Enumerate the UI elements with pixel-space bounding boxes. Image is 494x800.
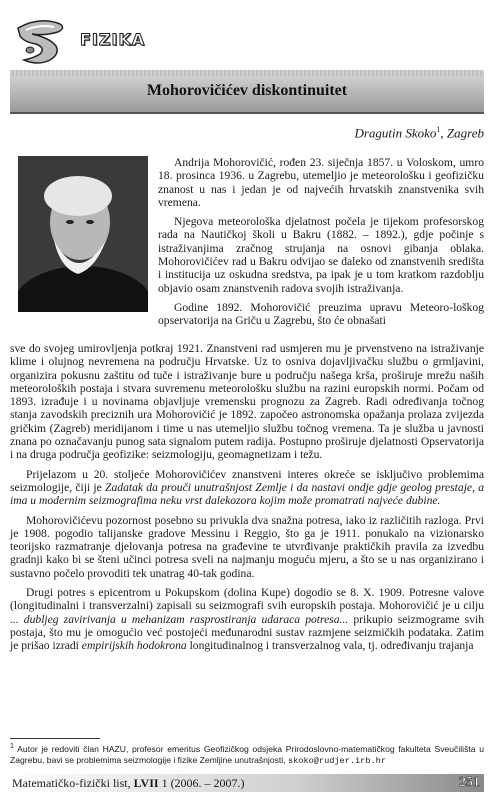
- journal-name: Matematičko-fizički list,: [12, 776, 134, 790]
- italic-quote: Zadatak da prouči unutrašnjost Zemlje i da nastavi ondje gdje geolog prestaje, a ima u modernim seizmografima neku vrst dalekozora kojim može promatrati najveće dubine.: [10, 480, 485, 508]
- section-label: FIZIKA: [80, 30, 146, 49]
- text-span: Drugi potres s epicentrom u Pokupskom (dolina Kupe) dogodio se 8. X. 1909. Potresne valove (longitudinalni i transverzalni) zapisali su seizmografi svih europskih postaja. Mohorovičić je u cilju: [10, 586, 484, 613]
- intro-text: [158, 156, 484, 328]
- text-span: longitudinalnog i transverzalnog vala, tj. određivanju trajanja: [186, 639, 474, 653]
- italic-term: empirijskih hodokrona: [81, 639, 187, 653]
- footnote: [10, 741, 484, 767]
- portrait-image: [18, 156, 148, 312]
- body-text: [10, 342, 484, 659]
- paragraph: Njegova meteorološka djelatnost počela je tijekom profesorskog rada na Nautičkoj školi u Bakru (1882. – 1892.), gdje počinje s istraživanjima zračnog strujanja na osnovi gibanja oblaka. Mohorovičićev rad u Bakru odvijao se daleko od znanstvenih središta i institucija uz oskudna sredstva, pa ipak je u tom kratkom razdoblju objavio osam znanstvenih radova svojih istraživanja.: [158, 215, 484, 295]
- author-line: [354, 125, 484, 141]
- paragraph: [10, 468, 484, 508]
- journal-volume: LVII: [133, 776, 159, 790]
- page-footer: [10, 774, 484, 792]
- paragraph: Andrija Mohorovičić, rođen 23. siječnja 1857. u Voloskom, umro 18. prosinca 1936. u Zagrebu, utemeljio je meteorološku i geofizičku znanost u nas i jedan je od najvećih hrvatskih znanstvenika svih vremena.: [158, 156, 484, 209]
- article-title: Mohorovičićev diskontinuitet: [146, 82, 348, 99]
- text-span: Prijelazom u 20. stoljeće Mohorovičićev znanstveni interes okreće se isključivo problemima seizmologije, čiji je: [10, 467, 484, 494]
- footnote-number: 1: [10, 742, 14, 750]
- author-affiliation: , Zagreb: [440, 125, 484, 141]
- author-footnote-ref: 1: [436, 125, 441, 134]
- italic-quote: ... dubljeg zavirivanja u mehanizam rasprostiranja udaraca potresa...: [10, 612, 349, 626]
- title-band: [10, 70, 484, 114]
- author-name: Dragutin Skoko: [354, 125, 437, 141]
- paragraph: Mohorovičićevu pozornost posebno su privukla dva snažna potresa, iako iz različitih razloga. Prvi je 1908. pogodio talijanske gradove Messinu i Reggio, što ga je 1911. ponukalo na vizionarsko teorijsko razmatranje djelovanja potresa na građevine te utvrđivanje praktičkih pravila za izvedbu gradnji kako bi se šteni učinci potresa sveli na najmanju moguću mjeru, a što se u nas organizirano i sustavno počelo provoditi tek unatrag 40-tak godina.: [10, 513, 484, 580]
- journal-citation: [12, 776, 245, 791]
- paragraph: sve do svojeg umirovljenja potkraj 1921. Znanstveni rad usmjeren mu je prvenstveno na istraživanje klime i olujnog nevremena na području Hrvatske. Uz to osniva dojavljivačku službu o grmljavini, organizira pokusnu zaštitu od tuče i istraživanje bure u području našega krša, proširuje mrežu naših meteoroloških postaja i stvara suvremenu meteorološku službu na razini europskih normi. Počam od 1893. izrađuje i u novinama objavljuje vremensku prognozu za Zagreb. Radi određivanja točnog stanja zavodskih preciznih ura Mohorovičić je 1892. započeo astronomska opažanja prolaza zvijezda gričkim (Zagreb) meridijanom i time u nas utemeljio službu točnog vremena. Ta je služba u javnosti znana po označavanju punog sata signalom putem radija. Postupno proširuje djelatnosti Opservatorija i na druga područja geofizike: seizmologiju, geomagnetizam i težu.: [10, 342, 484, 462]
- footnote-rule: [10, 738, 100, 739]
- footnote-text: Autor je redoviti član HAZU, profesor emeritus Geofizičkog odsjeka Prirodoslovno-matematičkog fakulteta Sveučilišta u Zagrebu, bavi se problemima seizmologije i fizike Zemljine unutrašnjosti,: [10, 743, 484, 765]
- paragraph: [10, 586, 484, 652]
- paragraph: Godine 1892. Mohorovičić preuzima upravu Meteoro-loškog opservatorija na Griču u Zagrebu, što će obnašati: [158, 300, 484, 328]
- journal-issue: 1 (2006. – 2007.): [158, 776, 245, 790]
- footnote-email: skoko@rudjer.irb.hr: [287, 755, 386, 766]
- fizika-logo-icon: [10, 14, 70, 70]
- page-number: 251: [459, 775, 480, 790]
- text-span: prikupio seizmograme svih postaja, što mu je omogućio već postojeći međunarodni sustav razmjene seizmičkih podataka. Zatim je prišao izradi: [10, 612, 485, 653]
